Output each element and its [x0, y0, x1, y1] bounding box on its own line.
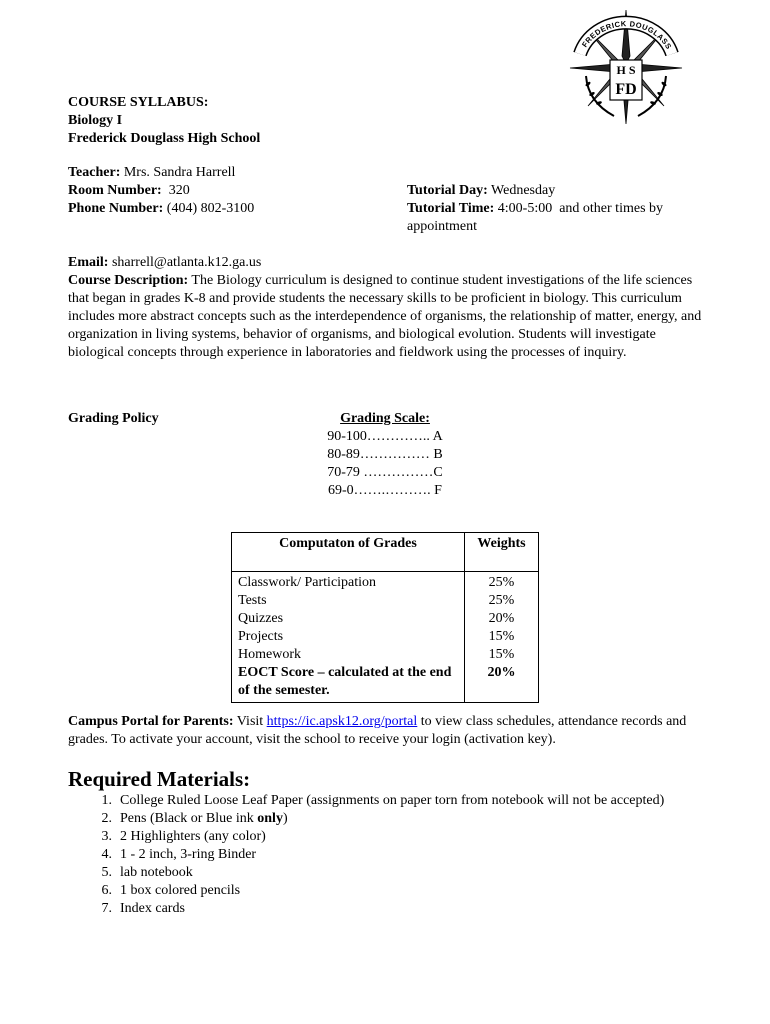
- phone-value: (404) 802-3100: [163, 201, 255, 216]
- email-value: sharrell@atlanta.k12.ga.us: [108, 255, 262, 270]
- email-line: [68, 254, 708, 272]
- course-description: [68, 254, 708, 362]
- list-item: [68, 846, 728, 864]
- room-value: 320: [161, 183, 190, 198]
- grade-weight: 15%: [488, 629, 515, 644]
- teacher-label: Teacher:: [68, 165, 121, 180]
- grading-scale-row: 80-89…………… B: [327, 447, 443, 462]
- header-school: Frederick Douglass High School: [68, 131, 261, 146]
- grading-scale-row: 70-79 ……………C: [327, 465, 443, 480]
- grade-weight: 25%: [488, 575, 515, 590]
- grade-weight-eoct: 20%: [487, 665, 516, 680]
- description-paragraph: [68, 272, 708, 362]
- list-text-bold: only: [257, 811, 283, 826]
- teacher-value: Mrs. Sandra Harrell: [120, 165, 236, 180]
- grade-items-cell: [232, 572, 465, 703]
- list-text-part: Pens (Black or Blue ink: [120, 811, 258, 826]
- list-item: [68, 792, 728, 810]
- list-number: 4.: [101, 847, 112, 862]
- list-item: [68, 882, 728, 900]
- header-course: Biology I: [68, 113, 123, 128]
- list-number: 2.: [101, 811, 112, 826]
- table-header-weights: Weights: [465, 533, 539, 572]
- list-item: [68, 900, 728, 918]
- teacher-contact: [68, 164, 254, 218]
- table-header-grades: Computaton of Grades: [232, 533, 465, 572]
- list-text: 2 Highlighters (any color): [120, 829, 266, 844]
- grading-scale-title: Grading Scale:: [340, 411, 430, 426]
- room-label: Room Number:: [68, 183, 162, 198]
- grade-item: Quizzes: [238, 611, 284, 626]
- list-number: 5.: [101, 865, 112, 880]
- grade-weight: 20%: [488, 611, 515, 626]
- grade-item: Homework: [238, 647, 301, 662]
- phone-label: Phone Number:: [68, 201, 164, 216]
- table-header-row: [232, 533, 539, 572]
- grade-item: Tests: [238, 593, 267, 608]
- tutorial-day-value: Wednesday: [487, 183, 556, 198]
- grade-item: Classwork/ Participation: [238, 575, 377, 590]
- grading-scale: [300, 410, 470, 500]
- grade-item: Projects: [238, 629, 284, 644]
- materials-heading: Required Materials:: [68, 767, 251, 791]
- phone-line: [68, 200, 254, 218]
- portal-text-after: to view class schedules, attendance records and grades. To activate your account, visit the school to receive your login (activation key).: [68, 714, 687, 747]
- grading-policy-heading: Grading Policy: [68, 411, 159, 426]
- description-label: Course Description:: [68, 273, 189, 288]
- list-item: [68, 810, 728, 828]
- grading-scale-row: 69-0…….………. F: [328, 483, 442, 498]
- grade-weights-table: [231, 532, 539, 703]
- list-number: 6.: [101, 883, 112, 898]
- portal-link[interactable]: https://ic.apsk12.org/portal: [266, 714, 418, 729]
- email-label: Email:: [68, 255, 109, 270]
- logo-letters-top: H S: [616, 63, 636, 77]
- list-text: Index cards: [120, 901, 185, 916]
- campus-portal-paragraph: [68, 713, 708, 749]
- list-text: College Ruled Loose Leaf Paper (assignments on paper torn from notebook will not be accepted): [120, 793, 665, 808]
- tutorial-info: [407, 182, 707, 236]
- logo-letters-bottom: FD: [615, 81, 637, 98]
- header-title: COURSE SYLLABUS:: [68, 95, 209, 110]
- materials-list: [68, 792, 728, 918]
- list-number: 1.: [101, 793, 112, 808]
- tutorial-day-line: [407, 182, 707, 200]
- list-number: 7.: [101, 901, 112, 916]
- list-text: lab notebook: [120, 865, 193, 880]
- grade-weight: 25%: [488, 593, 515, 608]
- description-text: The Biology curriculum is designed to continue student investigations of the life sciences that began in grades K-8 and provide students the necessary skills to be proficient in biology. This curriculum includes more abstract concepts such as the interdependence of organisms, the relationship of matter, energy, and organization in living systems, behavior of organisms, and biological evolution. Students will investigate biological concepts through experience in laboratories and fieldwork using the processes of inquiry.: [68, 273, 702, 360]
- portal-text-before: Visit: [233, 714, 267, 729]
- grade-weight: 15%: [488, 647, 515, 662]
- list-text: [112, 810, 288, 828]
- portal-label: Campus Portal for Parents:: [68, 714, 234, 729]
- tutorial-day-label: Tutorial Day:: [407, 183, 488, 198]
- logo-arc-text: FREDERICK DOUGLASS: [579, 19, 674, 51]
- list-text: 1 box colored pencils: [120, 883, 241, 898]
- list-item: [68, 828, 728, 846]
- list-number: 3.: [101, 829, 112, 844]
- list-item: [68, 864, 728, 882]
- tutorial-time-label: Tutorial Time:: [407, 201, 495, 216]
- grade-item-eoct: EOCT Score – calculated at the end of the semester.: [238, 665, 452, 698]
- syllabus-header: [68, 94, 260, 148]
- teacher-line: [68, 164, 254, 182]
- grading-scale-row: 90-100………….. A: [327, 429, 443, 444]
- room-line: [68, 182, 254, 200]
- list-text: 1 - 2 inch, 3-ring Binder: [120, 847, 257, 862]
- tutorial-time-value: 4:00-5:00 and other times by appointment: [407, 201, 667, 234]
- school-logo: [566, 6, 686, 128]
- table-body-row: [232, 572, 539, 703]
- tutorial-time-line: [407, 200, 707, 236]
- list-text-part: ): [282, 811, 288, 826]
- weights-cell: [465, 572, 539, 703]
